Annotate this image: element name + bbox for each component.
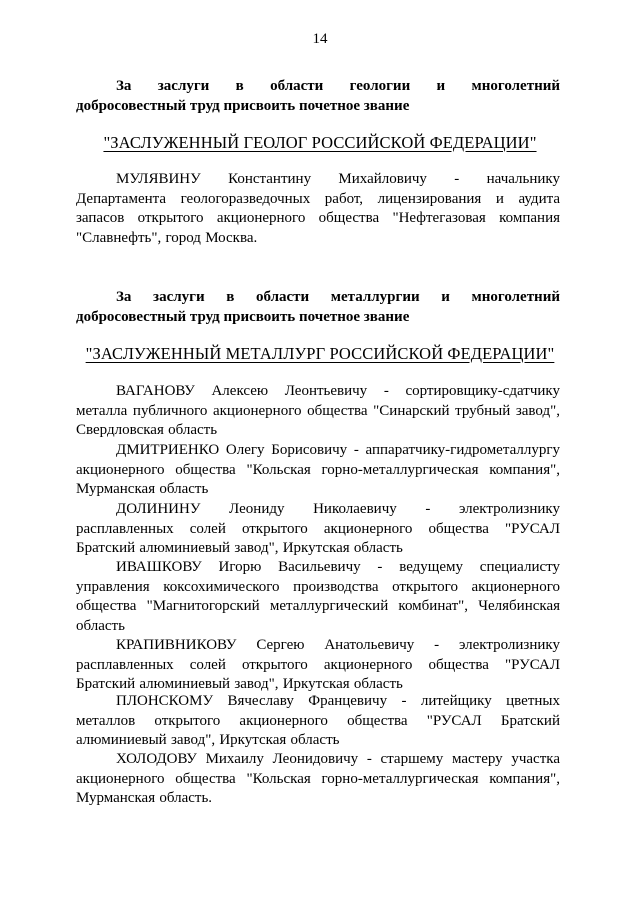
page-number: 14	[312, 31, 328, 47]
awardee-paragraph: ПЛОНСКОМУ Вячеславу Францевичу - литейщику цветных металлов открытого акционерного общества "РУСАЛ Братский алюминиевый завод", Иркутская область	[76, 693, 560, 749]
award-title-metallurgist: "ЗАСЛУЖЕННЫЙ МЕТАЛЛУРГ РОССИЙСКОЙ ФЕДЕРАЦИИ"	[85, 344, 555, 363]
intro-line: добросовестный труд присвоить почетное звание	[76, 309, 410, 325]
intro-line: добросовестный труд присвоить почетное звание	[76, 98, 410, 114]
intro-line: За заслуги в области металлургии и многолетний	[116, 289, 560, 305]
awardee-paragraph: ВАГАНОВУ Алексею Леонтьевичу - сортировщику-сдатчику металла публичного акционерного общества "Синарский трубный завод", Свердловская область	[76, 383, 560, 439]
awardee-paragraph: ДМИТРИЕНКО Олегу Борисовичу - аппаратчику-гидрометаллургу акционерного общества "Кольская горно-металлургическая компания", Мурманская область	[76, 442, 560, 498]
award-title-geologist: "ЗАСЛУЖЕННЫЙ ГЕОЛОГ РОССИЙСКОЙ ФЕДЕРАЦИИ"	[103, 133, 537, 152]
awardee-paragraph: ИВАШКОВУ Игорю Васильевичу - ведущему специалисту управления коксохимического производства открытого акционерного общества "Магнитогорский металлургический комбинат", Челябинская область	[76, 559, 560, 634]
awardee-paragraph: КРАПИВНИКОВУ Сергею Анатольевичу - электролизнику расплавленных солей открытого акционерного общества "РУСАЛ Братский алюминиевый завод", Иркутская область	[76, 637, 560, 693]
awardee-paragraph: МУЛЯВИНУ Константину Михайловичу - начальнику Департамента геологоразведочных работ, лицензирования и аудита запасов открытого акционерного общества "Нефтегазовая компания "Славнефть", город Москва.	[76, 171, 560, 246]
intro-line: За заслуги в области геологии и многолетний	[116, 78, 560, 94]
section-intro-geology	[76, 76, 560, 116]
section-intro-metallurgy	[76, 287, 560, 327]
awardee-paragraph: ДОЛИНИНУ Леониду Николаевичу - электролизнику расплавленных солей открытого акционерного общества "РУСАЛ Братский алюминиевый завод", Иркутская область	[76, 501, 560, 557]
awardee-paragraph: ХОЛОДОВУ Михаилу Леонидовичу - старшему мастеру участка акционерного общества "Кольская горно-металлургическая компания", Мурманская область.	[76, 751, 560, 807]
